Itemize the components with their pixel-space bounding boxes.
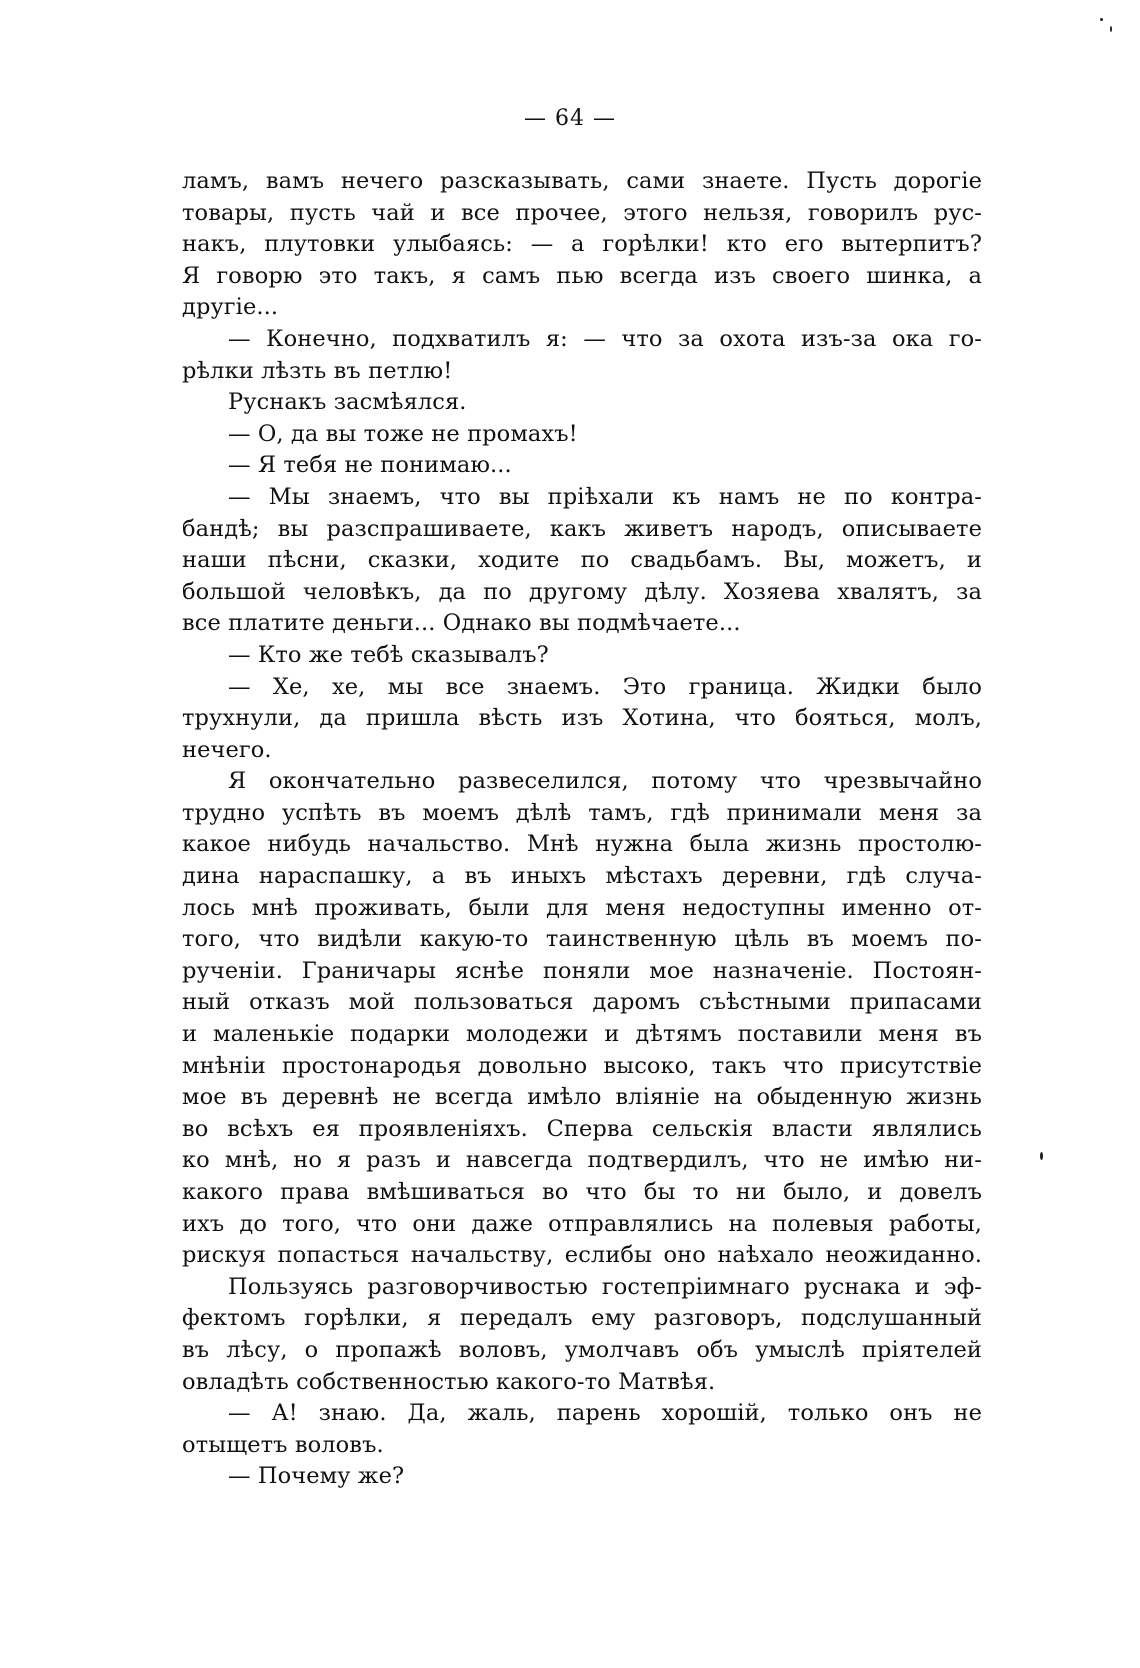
text-line: какого права вмѣшиваться во что бы то ни было, и довелъ xyxy=(182,1179,982,1205)
text-line: Я окончательно развеселился, потому что чрезвычайно xyxy=(228,768,982,795)
text-line: рискуя попасться начальству, еслибы оно наѣхало неожиданно. xyxy=(182,1242,982,1269)
text-line: — Хе, хе, мы все знаемъ. Это граница. Жидки было xyxy=(228,673,982,700)
text-line: отыщетъ воловъ. xyxy=(182,1431,384,1458)
body-text xyxy=(182,166,982,1493)
text-line: — Мы знаемъ, что вы пріѣхали къ намъ не по контра- xyxy=(228,483,982,510)
text-line: — Кто же тебѣ сказывалъ? xyxy=(228,641,549,668)
scan-speck xyxy=(1100,18,1103,21)
text-line: ихъ до того, что они даже отправлялись на полевыя работы, xyxy=(182,1210,982,1237)
text-line: рѣлки лѣзть въ петлю! xyxy=(182,357,453,384)
text-line: въ лѣсу, о пропажѣ воловъ, умолчавъ объ умыслѣ пріятелей xyxy=(182,1336,982,1363)
text-line: накъ, плутовки улыбаясь: — а горѣлки! кто его вытерпитъ? xyxy=(182,231,982,258)
text-line: овладѣть собственностью какого-то Матвѣя. xyxy=(182,1368,716,1395)
text-line: трудно успѣть въ моемъ дѣлѣ тамъ, гдѣ принимали меня за xyxy=(182,799,982,826)
text-line: какое нибудь начальство. Мнѣ нужна была жизнь простолю- xyxy=(182,831,982,858)
text-line: большой человѣкъ, да по другому дѣлу. Хозяева хвалятъ, за xyxy=(182,578,982,605)
text-line: — О, да вы тоже не промахъ! xyxy=(228,420,578,447)
text-line: — Почему же? xyxy=(228,1463,405,1490)
text-line: нечего. xyxy=(182,736,272,763)
text-line: фектомъ горѣлки, я передалъ ему разговоръ, подслушанный xyxy=(182,1305,982,1332)
text-line: мнѣніи простонародья довольно высоко, такъ что присутствіе xyxy=(182,1052,982,1079)
text-line: трухнули, да пришла вѣсть изъ Хотина, что бояться, молъ, xyxy=(182,705,982,732)
text-line: ко мнѣ, но я разъ и навсегда подтвердилъ, что не имѣю ни- xyxy=(182,1147,982,1174)
text-line: все платите деньги... Однако вы подмѣчаете... xyxy=(182,610,741,637)
text-line: наши пѣсни, сказки, ходите по свадьбамъ. Вы, можетъ, и xyxy=(182,547,982,574)
text-line: — Я тебя не понимаю... xyxy=(228,452,512,479)
text-line: бандѣ; вы разспрашиваете, какъ живетъ народъ, описываете xyxy=(182,515,982,542)
text-line: Я говорю это такъ, я самъ пью всегда изъ своего шинка, а xyxy=(182,262,982,289)
text-line: — А! знаю. Да, жаль, парень хорошій, только онъ не xyxy=(228,1400,982,1427)
text-line: мое въ деревнѣ не всегда имѣло вліяніе на обыденную жизнь xyxy=(182,1084,982,1111)
text-line: и маленькіе подарки молодежи и дѣтямъ поставили меня въ xyxy=(182,1021,982,1048)
text-line: того, что видѣли какую-то таинственную цѣль въ моемъ по- xyxy=(182,926,982,953)
scan-speck xyxy=(1110,26,1112,32)
text-line: рученіи. Граничары яснѣе поняли мое назначеніе. Постоян- xyxy=(182,957,982,984)
text-line: ный отказъ мой пользоваться даромъ съѣстными припасами xyxy=(182,989,982,1016)
page-number: — 64 — xyxy=(524,106,616,131)
scan-speck xyxy=(1040,1152,1043,1160)
text-line: во всѣхъ ея проявленіяхъ. Сперва сельскія власти являлись xyxy=(182,1115,982,1142)
text-line: лось мнѣ проживать, были для меня недоступны именно от- xyxy=(182,894,982,921)
text-line: другіе... xyxy=(182,294,279,321)
text-line: товары, пусть чай и все прочее, этого нельзя, говорилъ рус- xyxy=(182,199,982,226)
text-line: Руснакъ засмѣялся. xyxy=(228,389,467,416)
text-line: ламъ, вамъ нечего разсказывать, сами знаете. Пусть дорогіе xyxy=(182,168,982,194)
text-line: — Конечно, подхватилъ я: — что за охота изъ-за ока го- xyxy=(228,325,982,352)
text-line: дина нараспашку, а въ иныхъ мѣстахъ деревни, гдѣ случа- xyxy=(182,863,982,890)
text-line: Пользуясь разговорчивостью гостепріимнаго руснака и эф- xyxy=(228,1273,982,1300)
